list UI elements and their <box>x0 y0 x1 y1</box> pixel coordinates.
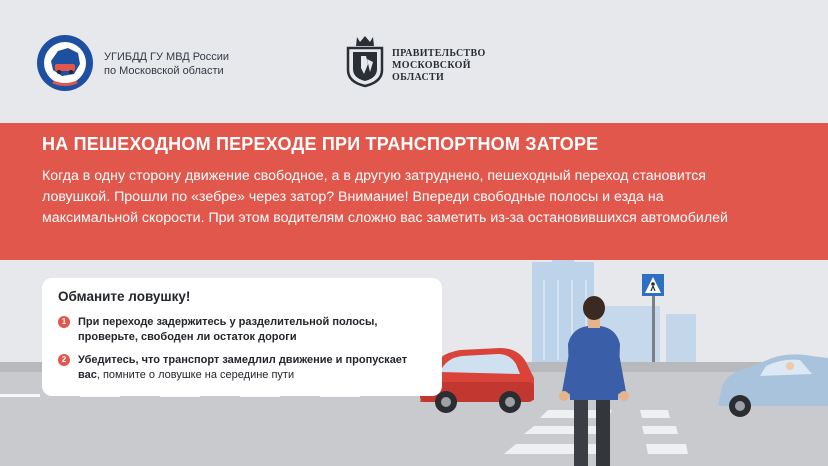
tip-text <box>78 353 418 383</box>
gibdd-emblem-icon <box>36 34 94 92</box>
tips-card-title: Обманите ловушку! <box>58 289 191 304</box>
building-top <box>552 260 574 272</box>
tip-text <box>78 315 388 345</box>
org-government-name <box>392 48 486 84</box>
tip-text-bold: При переходе задержитесь у разделительной полосы, проверьте, свободен ли остаток дороги <box>78 316 378 343</box>
org-gibdd-line1: УГИБДД ГУ МВД России <box>104 51 230 63</box>
tip-item-1 <box>58 315 388 345</box>
tip-item-2 <box>58 353 418 383</box>
tip-text-rest: , помните о ловушке на середине пути <box>96 369 295 381</box>
warning-banner <box>0 123 828 260</box>
sign-pole <box>652 292 655 362</box>
org-government-line1: ПРАВИТЕЛЬСТВО <box>392 48 486 59</box>
banner-title: НА ПЕШЕХОДНОМ ПЕРЕХОДЕ ПРИ ТРАНСПОРТНОМ ЗАТОРЕ <box>42 134 599 154</box>
org-government-line3: ОБЛАСТИ <box>392 72 445 83</box>
header <box>0 0 828 120</box>
tip-number-badge: 2 <box>58 354 70 366</box>
org-gibdd-line2: по Московской области <box>104 65 224 77</box>
tips-card <box>42 278 442 396</box>
pedestrian-crossing-sign-icon <box>642 274 664 296</box>
tip-text-bold: Убедитесь, что транспорт замедлил движение и пропускает вас <box>78 354 408 381</box>
tip-number-badge: 1 <box>58 316 70 328</box>
org-government-line2: МОСКОВСКОЙ <box>392 60 471 71</box>
banner-text: Когда в одну сторону движение свободное, а в другую затруднено, пешеходный переход становится ловушкой. Прошли по «зебре» через затор? Внимание! Впереди свободные полосы и езда на максимальной скорости. При этом водителям сложно вас заметить из-за остановившихся автомобилей <box>42 168 728 226</box>
moscow-region-coat-of-arms-icon <box>344 34 386 88</box>
building-right <box>666 314 696 362</box>
org-gibdd-name <box>104 50 229 78</box>
